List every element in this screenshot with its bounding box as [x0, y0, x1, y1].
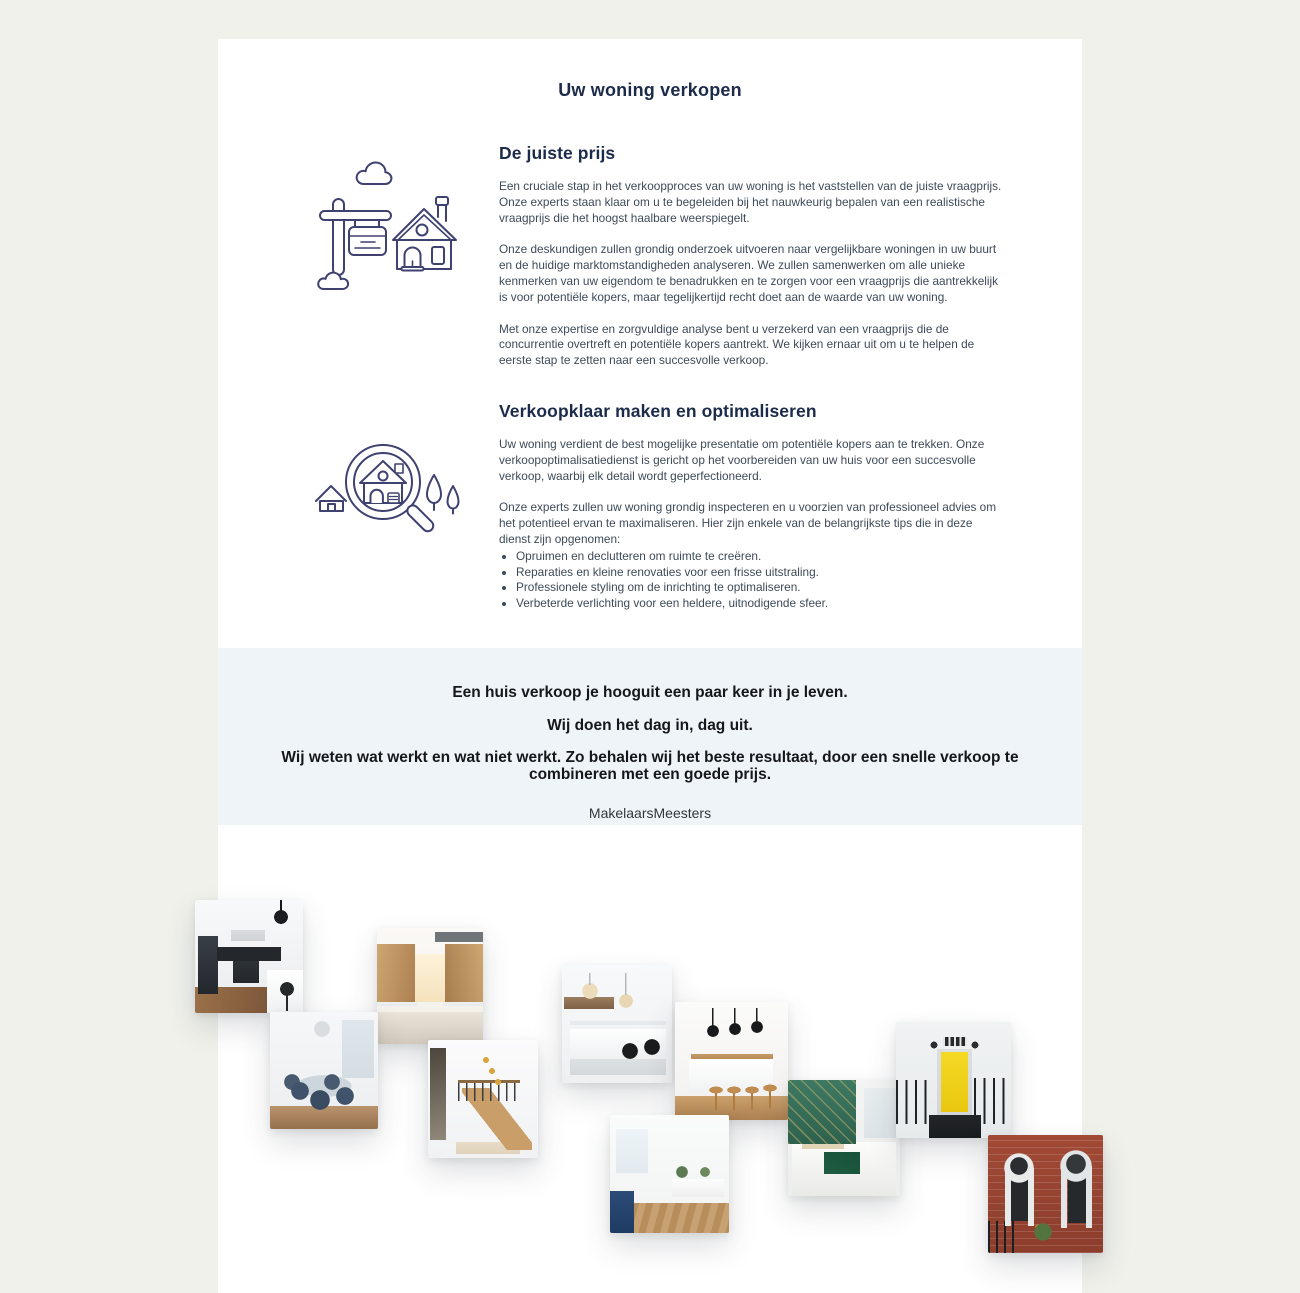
- section-heading-pricing: De juiste prijs: [499, 143, 616, 163]
- optimize-paragraph: Uw woning verdient de best mogelijke presentatie om potentiële kopers aan te trekken. Onze verkoopoptimalisatiedienst is gericht op het voorbereiden van uw huis voor een succesvolle verkoop, waarbij elk detail wordt geperfectioneerd.: [499, 437, 985, 483]
- gallery-photo-kitchen-island: [562, 965, 672, 1083]
- optimize-paragraph: Onze experts zullen uw woning grondig inspecteren en u voorzien van professioneel advies om het potentieel ervan te maximaliseren. Hier zijn enkele van de belangrijkste tips die in deze dienst zijn opgenomen:: [499, 500, 997, 546]
- gallery-photo-living-room: [610, 1115, 729, 1233]
- tip-item: • Opruimen en declutteren om ruimte te creëren.: [516, 549, 1007, 565]
- gallery-photo-kitchen-dark-appliances: [195, 900, 303, 1013]
- quote-line: Wij weten wat werkt en wat niet werkt. Zo behalen wij het beste resultaat, door een snelle verkoop te combineren met een goede prijs.: [281, 749, 1019, 783]
- house-magnifier-illustration: [300, 420, 480, 560]
- house-search-icon: [300, 420, 480, 560]
- pricing-paragraph: Een cruciale stap in het verkoopproces van uw woning is het vaststellen van de juiste vraagprijs. Onze experts staan klaar om u te begeleiden bij het nauwkeurig bepalen van een realistische vraagprijs die het hoogst haalbare weerspiegelt.: [499, 179, 1002, 225]
- gallery-photo-galley-kitchen: [377, 928, 483, 1044]
- pricing-paragraph: Onze deskundigen zullen grondig onderzoek uitvoeren naar vergelijkbare woningen in uw buurt en de huidige marktomstandigheden analyseren. We zullen samenwerken om alle unieke kenmerken van uw eigendom te benadrukken en te zorgen voor een vraagprijs die aantrekkelijk is voor potentiële kopers, maar tegelijkertijd recht doet aan de waarde van uw woning.: [499, 242, 999, 304]
- quote-line: Een huis verkoop je hooguit een paar keer in je leven.: [452, 684, 848, 701]
- tip-item: • Reparaties en kleine renovaties voor een frisse uitstraling.: [516, 565, 1007, 581]
- gallery-photo-staircase: [428, 1040, 538, 1158]
- gallery-photo-brick-doors: [988, 1135, 1103, 1253]
- optimize-tips-list: [499, 549, 1007, 612]
- content-card: [218, 39, 1082, 648]
- gallery-photo-bedroom-green: [788, 1080, 900, 1196]
- tip-item: • Professionele styling om de inrichting te optimaliseren.: [516, 580, 1007, 596]
- section-pricing: [499, 143, 1007, 385]
- quote-line: Wij doen het dag in, dag uit.: [547, 717, 753, 734]
- section-heading-optimize: Verkoopklaar maken en optimaliseren: [499, 401, 817, 421]
- page-title: Uw woning verkopen: [558, 80, 742, 100]
- house-for-sale-sign-illustration: [300, 150, 480, 300]
- quote-band: [218, 648, 1082, 825]
- pricing-paragraph: Met onze expertise en zorgvuldige analyse bent u verzekerd van een vraagprijs die de concurrentie overtreft en potentiële kopers aantrekt. We kijken ernaar uit om u te helpen de eerste stap te zetten naar een succesvolle verkoop.: [499, 321, 975, 368]
- brand-name: MakelaarsMeesters: [588, 805, 712, 821]
- gallery-photo-dining-room: [270, 1012, 378, 1129]
- section-optimize: [499, 401, 1007, 612]
- tip-item: • Verbeterde verlichting voor een heldere, uitnodigende sfeer.: [516, 596, 1007, 612]
- gallery-photo-kitchen-stools: [675, 1002, 788, 1120]
- gallery-photo-yellow-door: [896, 1022, 1011, 1138]
- for-sale-sign-icon: [300, 150, 480, 300]
